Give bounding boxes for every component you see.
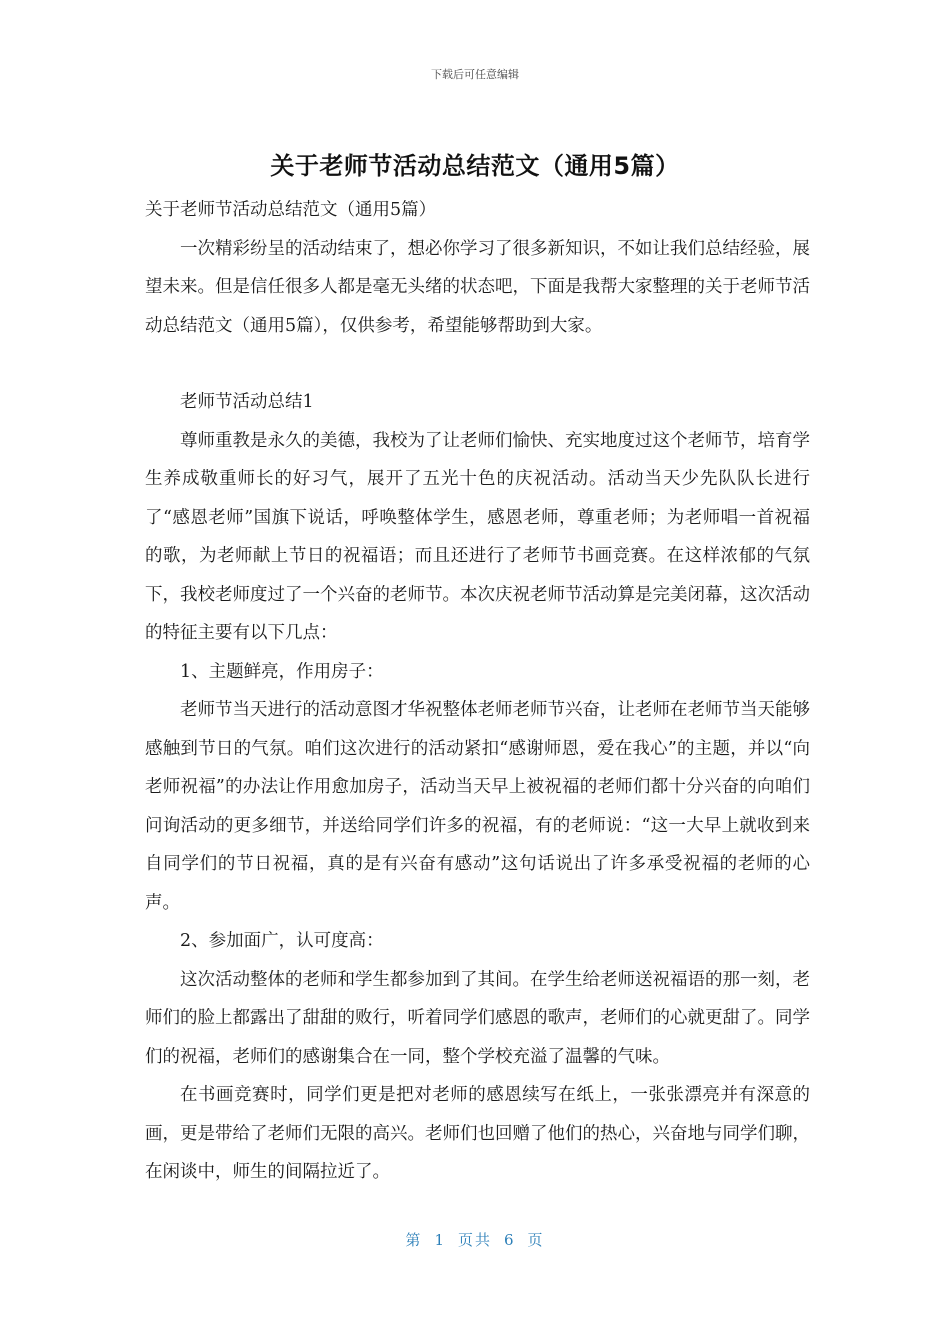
footer-page-number: 1 (434, 1231, 446, 1249)
list-point-heading: 1、主题鲜亮，作用房子： (180, 661, 384, 682)
section-heading: 老师节活动总结1 (180, 392, 314, 412)
footer-middle: 页共 (457, 1231, 492, 1249)
document-subtitle: 关于老师节活动总结范文（通用5篇） (145, 200, 437, 220)
footer-prefix: 第 (405, 1231, 423, 1249)
list-point-heading: 2、参加面广，认可度高： (180, 931, 384, 951)
body-paragraph: 这次活动整体的老师和学生都参加到了其间。在学生给老师送祝福语的那一刻，老师们的脸上都露出了甜甜的败行，听着同学们感恩的歌声，老师们的心就更甜了。同学们的祝福，老师们的感谢集合在一同，整个学校充溢了温馨的气味。 (145, 969, 810, 1067)
body-paragraph: 尊师重教是永久的美德，我校为了让老师们愉快、充实地度过这个老师节，培育学生养成敬重师长的好习气，展开了五光十色的庆祝活动。活动当天少先队队长进行了“感恩老师”国旗下说话，呼唤整体学生，感恩老师，尊重老师；为老师唱一首祝福的歌，为老师献上节日的祝福语；而且还进行了老师节书画竞赛。在这样浓郁的气氛下，我校老师度过了一个兴奋的老师节。本次庆祝老师节活动算是完美闭幕，这次活动的特征主要有以下几点： (145, 430, 810, 643)
intro-paragraph: 一次精彩纷呈的活动结束了，想必你学习了很多新知识，不如让我们总结经验，展望未来。但是信任很多人都是毫无头绪的状态吧，下面是我帮大家整理的关于老师节活动总结范文（通用5篇），仅供参考，希望能够帮助到大家。 (145, 238, 810, 336)
footer-total-pages: 6 (504, 1231, 516, 1249)
document-title: 关于老师节活动总结范文（通用5篇） (270, 152, 680, 180)
footer-suffix: 页 (527, 1231, 545, 1249)
page-footer (0, 1229, 950, 1250)
header-note: 下载后可任意编辑 (431, 68, 519, 81)
body-paragraph: 老师节当天进行的活动意图才华祝整体老师老师节兴奋，让老师在老师节当天能够感触到节日的气氛。咱们这次进行的活动紧扣“感谢师恩，爱在我心”的主题，并以“向老师祝福”的办法让作用愈加房子，活动当天早上被祝福的老师们都十分兴奋的向咱们问询活动的更多细节，并送给同学们许多的祝福，有的老师说：“这一大早上就收到来自同学们的节日祝福，真的是有兴奋有感动”这句话说出了许多承受祝福的老师的心声。 (145, 700, 810, 913)
document-body (145, 191, 810, 1192)
body-paragraph: 在书画竞赛时，同学们更是把对老师的感恩续写在纸上，一张张漂亮并有深意的画，更是带给了老师们无限的高兴。老师们也回赠了他们的热心，兴奋地与同学们聊，在闲谈中，师生的间隔拉近了。 (145, 1085, 810, 1182)
paragraph-gap (145, 345, 810, 383)
